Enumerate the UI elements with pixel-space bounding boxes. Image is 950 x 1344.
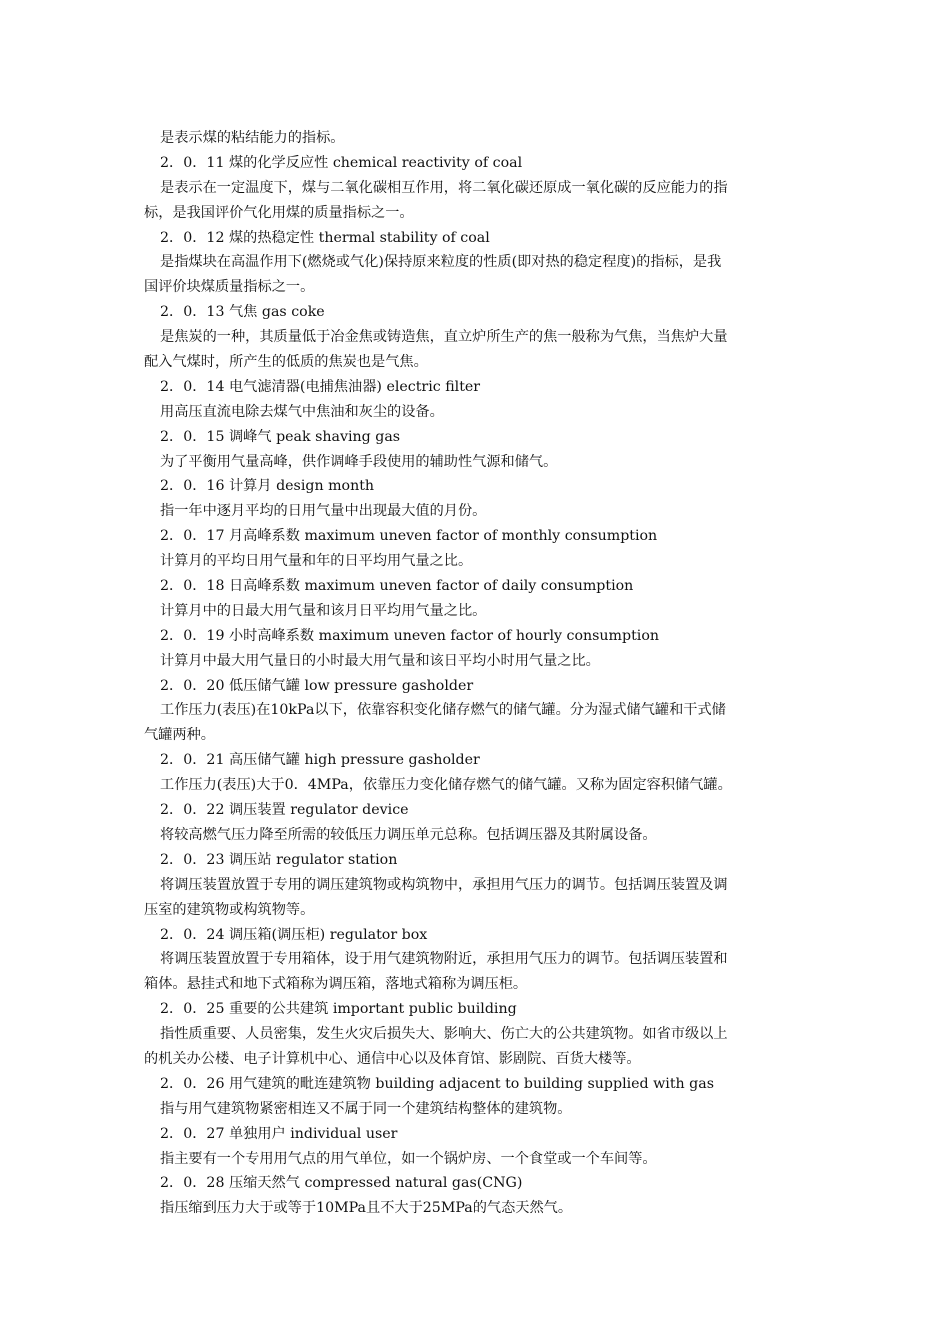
definition-line: 将较高燃气压力降至所需的较低压力调压单元总称。包括调压器及其附属设备。 bbox=[160, 826, 657, 843]
definition-line: 是指煤块在高温作用下(燃烧或气化)保持原来粒度的性质(即对热的稳定程度)的指标，是我 bbox=[160, 254, 722, 271]
term-heading: 2．0．24 调压箱(调压柜) regulator box bbox=[160, 926, 428, 943]
term-heading: 2．0．15 调峰气 peak shaving gas bbox=[160, 428, 401, 445]
definition-line: 气罐两种。 bbox=[144, 727, 215, 744]
definition-line: 指一年中逐月平均的日用气量中出现最大值的月份。 bbox=[160, 503, 487, 520]
term-heading: 2．0．17 月高峰系数 maximum uneven factor of monthly consumption bbox=[160, 528, 658, 545]
definition-line: 计算月的平均日用气量和年的日平均用气量之比。 bbox=[160, 553, 473, 570]
term-heading: 2．0．14 电气滤清器(电捕焦油器) electric filter bbox=[160, 378, 481, 395]
definition-line: 箱体。悬挂式和地下式箱称为调压箱，落地式箱称为调压柜。 bbox=[144, 976, 528, 993]
definition-line: 的机关办公楼、电子计算机中心、通信中心以及体育馆、影剧院、百货大楼等。 bbox=[144, 1050, 641, 1067]
term-heading: 2．0．23 调压站 regulator station bbox=[160, 851, 398, 868]
term-heading: 2．0．25 重要的公共建筑 important public building bbox=[160, 1001, 517, 1018]
definition-line: 是表示在一定温度下，煤与二氧化碳相互作用，将二氧化碳还原成一氧化碳的反应能力的指 bbox=[160, 179, 728, 196]
definition-line: 标，是我国评价气化用煤的质量指标之一。 bbox=[144, 204, 414, 221]
term-heading: 2．0．28 压缩天然气 compressed natural gas(CNG) bbox=[160, 1175, 523, 1192]
definition-line: 配入气煤时，所产生的低质的焦炭也是气焦。 bbox=[144, 354, 428, 371]
definition-line: 指与用气建筑物紧密相连又不属于同一个建筑结构整体的建筑物。 bbox=[160, 1100, 572, 1117]
definition-line: 将调压装置放置于专用的调压建筑物或构筑物中，承担用气压力的调节。包括调压装置及调 bbox=[160, 876, 728, 893]
definition-line: 计算月中的日最大用气量和该月日平均用气量之比。 bbox=[160, 602, 487, 619]
document-body bbox=[144, 126, 800, 1221]
definition-line: 计算月中最大用气量日的小时最大用气量和该日平均小时用气量之比。 bbox=[160, 652, 600, 669]
term-heading: 2．0．27 单独用户 individual user bbox=[160, 1125, 398, 1142]
term-heading: 2．0．11 煤的化学反应性 chemical reactivity of coal bbox=[160, 154, 523, 171]
term-heading: 2．0．20 低压储气罐 low pressure gasholder bbox=[160, 677, 474, 694]
definition-line: 指压缩到压力大于或等于10MPa且不大于25MPa的气态天然气。 bbox=[160, 1200, 573, 1217]
definition-line: 为了平衡用气量高峰，供作调峰手段使用的辅助性气源和储气。 bbox=[160, 453, 558, 470]
term-heading: 2．0．19 小时高峰系数 maximum uneven factor of hourly consumption bbox=[160, 627, 660, 644]
definition-line: 指性质重要、人员密集，发生火灾后损失大、影响大、伤亡大的公共建筑物。如省市级以上 bbox=[160, 1026, 728, 1043]
definition-line: 将调压装置放置于专用箱体，设于用气建筑物附近，承担用气压力的调节。包括调压装置和 bbox=[160, 951, 728, 968]
definition-line: 是表示煤的粘结能力的指标。 bbox=[160, 130, 345, 146]
term-heading: 2．0．21 高压储气罐 high pressure gasholder bbox=[160, 752, 480, 769]
definition-line: 压室的建筑物或构筑物等。 bbox=[144, 901, 315, 918]
definition-line: 国评价块煤质量指标之一。 bbox=[144, 279, 315, 296]
definition-line: 指主要有一个专用用气点的用气单位，如一个锅炉房、一个食堂或一个车间等。 bbox=[160, 1150, 657, 1167]
definition-line: 是焦炭的一种，其质量低于冶金焦或铸造焦，直立炉所生产的焦一般称为气焦，当焦炉大量 bbox=[160, 329, 728, 346]
definition-line: 用高压直流电除去煤气中焦油和灰尘的设备。 bbox=[160, 403, 444, 420]
term-heading: 2．0．12 煤的热稳定性 thermal stability of coal bbox=[160, 229, 490, 246]
term-heading: 2．0．22 调压装置 regulator device bbox=[160, 802, 409, 819]
definition-line: 工作压力(表压)大于0．4MPa，依靠压力变化储存燃气的储气罐。又称为固定容积储气罐。 bbox=[160, 777, 732, 794]
term-heading: 2．0．13 气焦 gas coke bbox=[160, 304, 325, 321]
definition-line: 工作压力(表压)在10kPa以下，依靠容积变化储存燃气的储气罐。分为湿式储气罐和干式储 bbox=[160, 702, 726, 719]
term-heading: 2．0．26 用气建筑的毗连建筑物 building adjacent to building supplied with gas bbox=[160, 1075, 714, 1092]
term-heading: 2．0．18 日高峰系数 maximum uneven factor of daily consumption bbox=[160, 578, 634, 595]
term-heading: 2．0．16 计算月 design month bbox=[160, 478, 375, 495]
